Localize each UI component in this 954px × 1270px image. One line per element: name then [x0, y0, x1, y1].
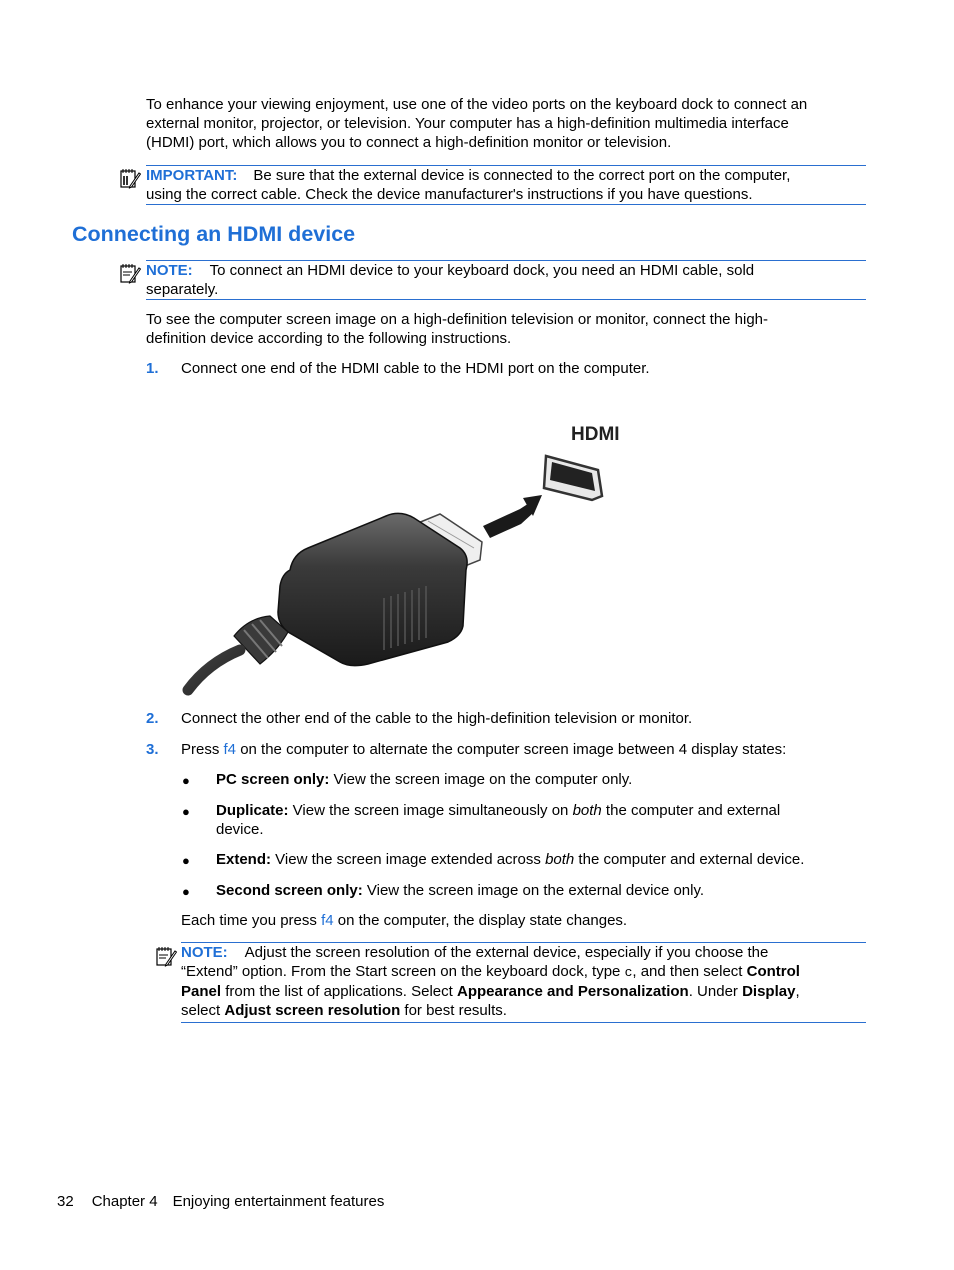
bullet-3-text: Extend: View the screen image extended across both the computer and external device. — [216, 851, 805, 868]
important-line-2: using the correct cable. Check the device manufacturer's instructions if you have questions. — [146, 186, 753, 203]
f4-key-link-2[interactable]: f4 — [321, 912, 334, 929]
section-title: Connecting an HDMI device — [72, 222, 356, 246]
note1-text-1: To connect an HDMI device to your keyboard dock, you need an HDMI cable, sold — [209, 262, 755, 279]
each-time-text: Each time you press f4 on the computer, the display state changes. — [181, 912, 628, 929]
step-3-number: 3. — [146, 741, 159, 758]
step-2-text: Connect the other end of the cable to the high-definition television or monitor. — [181, 710, 693, 727]
step-3-text: Press f4 on the computer to alternate the computer screen image between 4 display states: — [181, 741, 787, 758]
bullet-1-text: PC screen only: View the screen image on the computer only. — [216, 771, 633, 788]
important-text-1: Be sure that the external device is connected to the correct port on the computer, — [253, 167, 791, 184]
intro-paragraph — [146, 95, 866, 152]
para2-line-2: definition device according to the following instructions. — [146, 330, 512, 347]
para2-line-1: To see the computer screen image on a high-definition television or monitor, connect the high- — [146, 311, 769, 328]
f4-key-link[interactable]: f4 — [223, 741, 237, 758]
note1-line-2: separately. — [146, 281, 219, 298]
hdmi-port-label: HDMI — [571, 424, 620, 445]
note1-label: NOTE: — [146, 262, 193, 279]
note1-line-1 — [146, 261, 866, 280]
important-note-icon — [119, 167, 141, 189]
bullet-2-text: Duplicate: View the screen image simultaneously on both the computer and external device. — [216, 802, 781, 838]
note2-line-1: NOTE: Adjust the screen resolution of the external device, especially if you choose the — [181, 944, 769, 961]
important-box — [146, 165, 866, 205]
page-number: 32 — [57, 1193, 74, 1210]
note2-line-3: Panel from the list of applications. Select Appearance and Personalization. Under Display, — [181, 983, 800, 1000]
hdmi-port-icon — [544, 456, 602, 500]
note-box-2 — [181, 942, 866, 1023]
footer-title: Enjoying entertainment features — [172, 1193, 385, 1210]
bullet-4-text: Second screen only: View the screen image on the external device only. — [216, 882, 705, 899]
step-1-text: Connect one end of the HDMI cable to the HDMI port on the computer. — [181, 360, 650, 377]
note2-line-2: “Extend” option. From the Start screen on the keyboard dock, type c, and then select Control — [181, 963, 800, 980]
important-line-1 — [146, 166, 866, 185]
important-label: IMPORTANT: — [146, 167, 238, 184]
intro-line-3: (HDMI) port, which allows you to connect a high-definition monitor or television. — [146, 134, 672, 151]
instructions-paragraph — [146, 310, 866, 348]
bullet-2-marker: ● — [182, 804, 190, 819]
step-1-number: 1. — [146, 360, 159, 377]
note2-line-4: select Adjust screen resolution for best results. — [181, 1002, 507, 1019]
note2-label: NOTE: — [181, 944, 228, 961]
note-box-1 — [146, 260, 866, 300]
note-icon — [119, 262, 141, 284]
hdmi-cable-figure — [178, 418, 628, 698]
page-footer — [57, 1192, 384, 1211]
bullet-4-marker: ● — [182, 884, 190, 899]
step-2-number: 2. — [146, 710, 159, 727]
note-icon-2 — [155, 945, 177, 967]
bullet-1-marker: ● — [182, 773, 190, 788]
intro-line-1: To enhance your viewing enjoyment, use one of the video ports on the keyboard dock to connect an — [146, 96, 808, 113]
bullet-3-marker: ● — [182, 853, 190, 868]
footer-chapter: Chapter 4 — [91, 1193, 158, 1210]
intro-line-2: external monitor, projector, or television. Your computer has a high-definition multimedia interface — [146, 115, 789, 132]
